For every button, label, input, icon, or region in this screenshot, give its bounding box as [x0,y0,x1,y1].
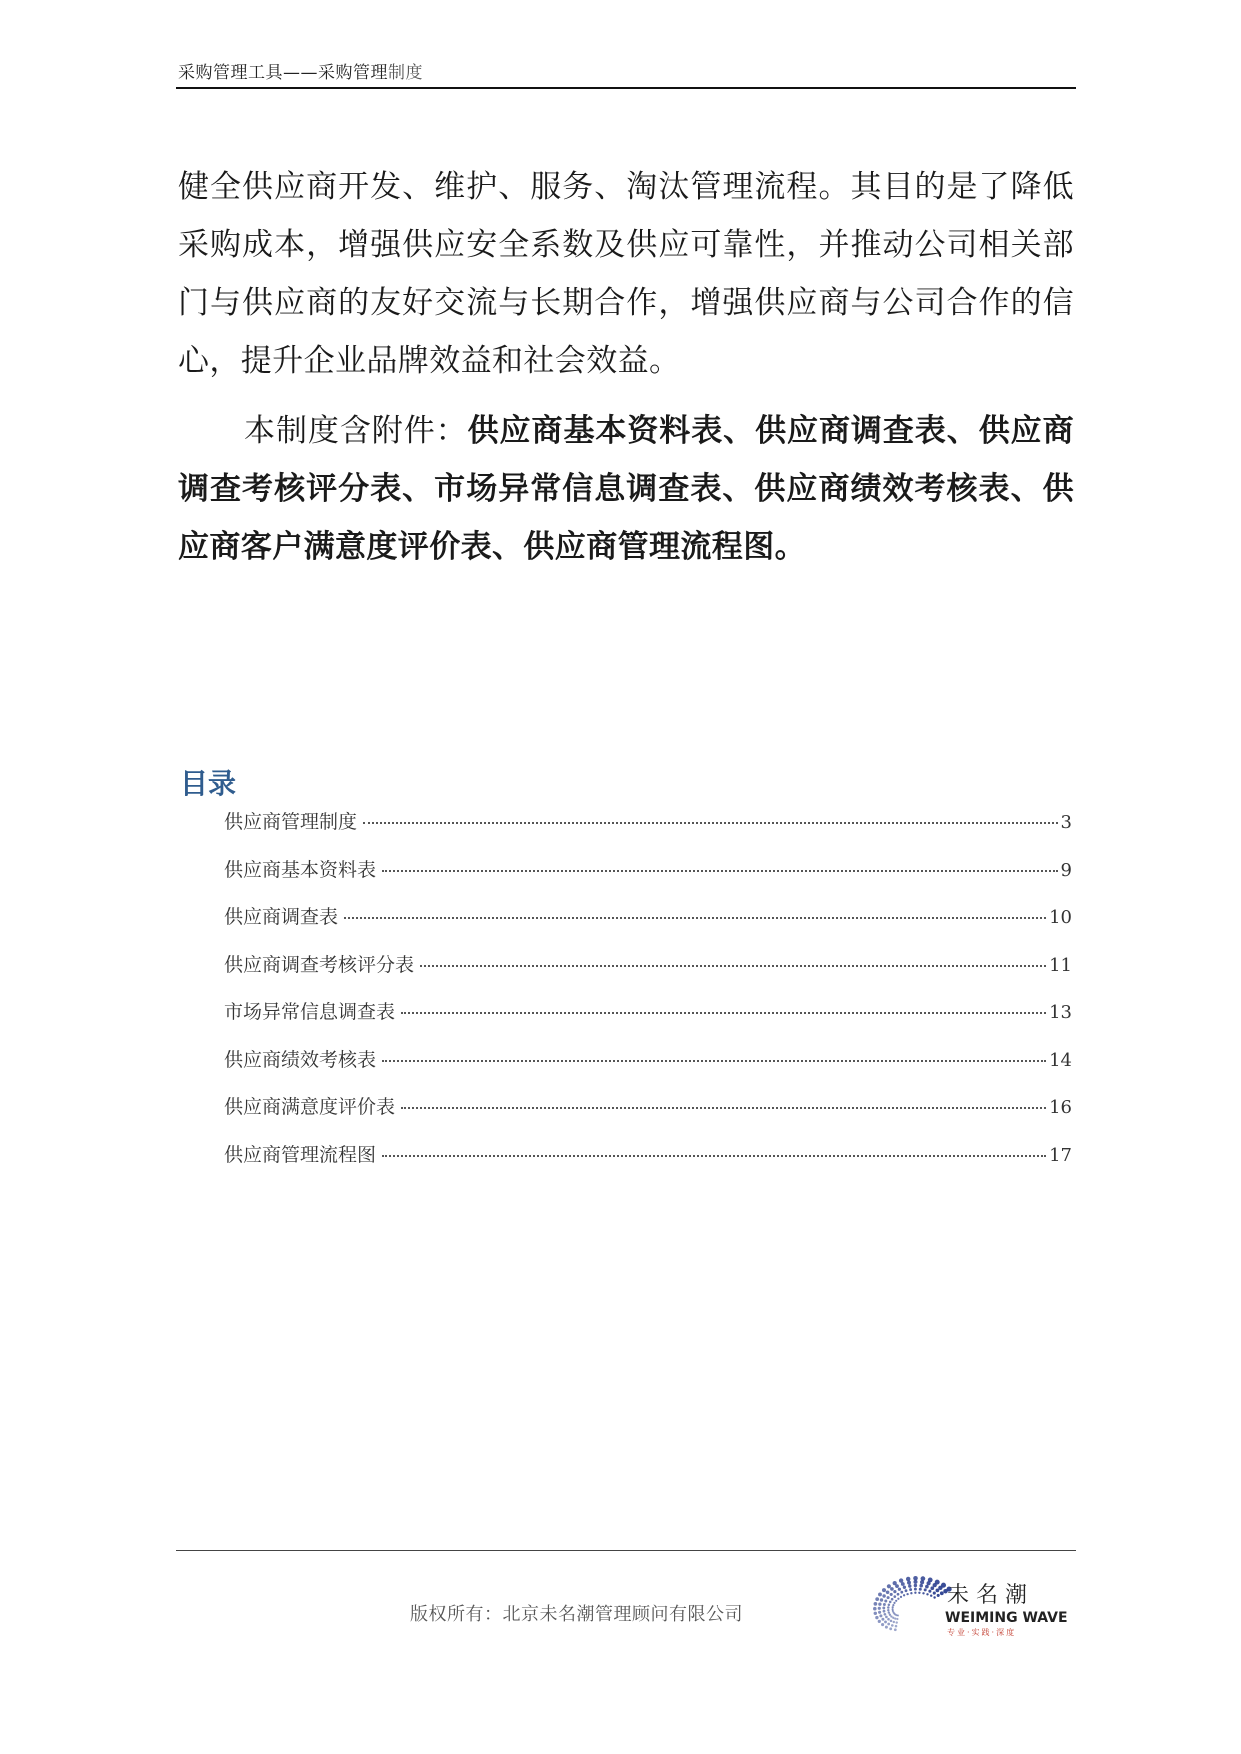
header-rule [176,87,1076,89]
toc-entry-page: 17 [1049,1144,1072,1166]
toc-entry[interactable] [224,951,1072,999]
toc-leader-dots [420,965,1046,967]
body-paragraph-1: 健全供应商开发、维护、服务、淘汰管理流程。其目的是了降低采购成本，增强供应安全系数及供应可靠性，并推动公司相关部门与供应商的友好交流与长期合作，增强供应商与公司合作的信心，提升企业品牌效益和社会效益。 [178,169,1074,379]
toc-leader-dots [401,1107,1046,1109]
toc-leader-dots [382,1155,1046,1157]
toc-entry-label: 供应商基本资料表 [224,858,377,881]
toc-entry[interactable] [224,903,1072,951]
wave-dots-icon [873,1576,952,1631]
toc-entry-page: 9 [1060,859,1072,881]
toc-entry-page: 14 [1049,1049,1072,1071]
header-title-end: 制度 [388,63,423,83]
logo-name-en: WEIMING WAVE [945,1610,1068,1626]
toc-entry-label: 供应商管理流程图 [224,1143,377,1166]
toc-entry-page: 16 [1049,1097,1072,1118]
toc-entry-page: 11 [1049,954,1072,976]
toc-entry-label: 供应商管理制度 [224,811,358,833]
toc-leader-dots [363,822,1058,824]
toc-entry-page: 13 [1049,1002,1072,1023]
toc-entry-label: 市场异常信息调查表 [224,1001,396,1023]
header-title: 采购管理工具——采购管理 [178,63,388,83]
toc-entry-page: 10 [1049,907,1072,928]
page-header [178,58,1074,83]
body-paragraph-2 [178,402,1074,576]
toc-entry[interactable] [224,998,1072,1046]
toc-entry-label: 供应商满意度评价表 [224,1096,396,1118]
toc-entry[interactable] [224,1046,1072,1094]
toc-entry[interactable] [224,856,1072,904]
toc-entry[interactable] [224,1141,1072,1189]
toc-leader-dots [344,917,1046,919]
toc-entry-label: 供应商绩效考核表 [224,1048,377,1071]
toc-leader-dots [382,870,1058,872]
toc-entry[interactable] [224,1093,1072,1141]
toc-leader-dots [382,1060,1046,1062]
toc-entry-label: 供应商调查表 [224,906,339,928]
toc-entry[interactable] [224,808,1072,856]
footer-rule [176,1550,1076,1551]
toc-leader-dots [401,1012,1046,1014]
weiming-wave-logo [845,1570,1075,1640]
attachments-lead: 本制度含附件： [244,413,468,449]
copyright-text: 版权所有：北京未名潮管理顾问有限公司 [410,1604,743,1625]
logo-tagline: 专业·实践·深度 [947,1628,1017,1637]
logo-name-cn: 未 名 潮 [947,1583,1027,1608]
attachments-list: 供应商基本资料表、供应商调查表、供应商调查考核评分表、市场异常信息调查表、供应商绩效考核表、供应商客户满意度评价表、供应商管理流程图。 [178,413,1074,565]
toc-entry-label: 供应商调查考核评分表 [224,953,415,976]
toc-entry-page: 3 [1060,812,1072,833]
toc-title: 目录 [180,767,237,800]
table-of-contents [224,808,1072,1188]
